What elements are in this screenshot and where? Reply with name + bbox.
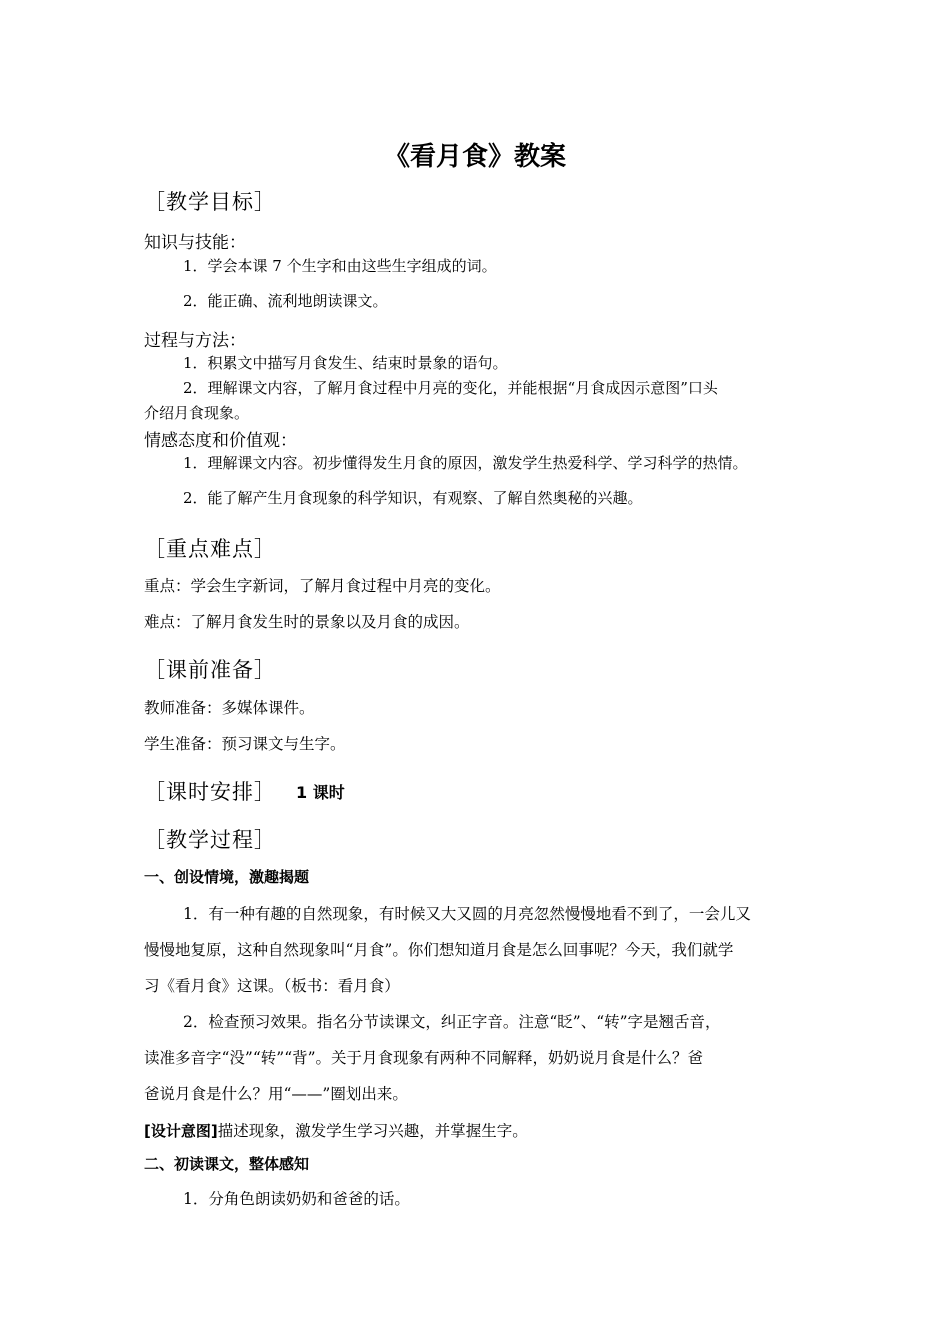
- process-part2-line-1: 1．分角色朗读奶奶和爸爸的话。: [183, 1190, 410, 1208]
- process-part2-title: 二、初读课文，整体感知: [144, 1155, 310, 1173]
- key-point-line: [144, 574, 501, 596]
- key-point-text: 学会生字新词，了解月食过程中月亮的变化。: [190, 577, 501, 595]
- emotion-item-2: 2．能了解产生月食现象的科学知识，有观察、了解自然奥秘的兴趣。: [183, 489, 643, 507]
- difficult-point-line: [144, 610, 470, 632]
- process-part1-title: 一、创设情境，激趣揭题: [144, 868, 310, 886]
- design-intent-line: [144, 1119, 528, 1141]
- section-heading-key-points: ［重点难点］: [144, 537, 276, 561]
- knowledge-label: 知识与技能：: [144, 233, 246, 253]
- key-point-label: 重点：: [144, 577, 191, 595]
- knowledge-item-2: 2．能正确、流利地朗读课文。: [183, 292, 388, 310]
- design-intent-label: [设计意图]: [144, 1122, 218, 1140]
- difficult-point-label: 难点：: [144, 613, 191, 631]
- emotion-label: 情感态度和价值观：: [144, 431, 297, 451]
- schedule-value: 1 课时: [296, 783, 345, 802]
- student-preparation: 学生准备：预习课文与生字。: [144, 735, 346, 753]
- process-part1-line-6: 爸说月食是什么？用“——”圈划出来。: [144, 1085, 408, 1103]
- section-heading-process: ［教学过程］: [144, 828, 276, 852]
- difficult-point-text: 了解月食发生时的景象以及月食的成因。: [190, 613, 470, 631]
- process-item-2-cont: 介绍月食现象。: [144, 404, 250, 422]
- process-part1-line-4: 2．检查预习效果。指名分节读课文，纠正字音。注意“眨”、“转”字是翘舌音，: [183, 1013, 721, 1031]
- process-part1-line-5: 读准多音字“没”“转”“背”。关于月食现象有两种不同解释，奶奶说月食是什么？爸: [144, 1049, 704, 1067]
- teacher-preparation: 教师准备：多媒体课件。: [144, 699, 315, 717]
- process-part1-line-2: 慢慢地复原，这种自然现象叫“月食”。你们想知道月食是怎么回事呢？今天，我们就学: [144, 941, 734, 959]
- process-part1-line-3: 习《看月食》这课。（板书：看月食）: [144, 977, 400, 995]
- section-heading-objectives: ［教学目标］: [144, 190, 276, 214]
- design-intent-text: 描述现象，激发学生学习兴趣，并掌握生字。: [217, 1122, 528, 1140]
- process-part1-line-1: 1．有一种有趣的自然现象，有时候又大又圆的月亮忽然慢慢地看不到了，一会儿又: [183, 905, 751, 923]
- process-item-1: 1．积累文中描写月食发生、结束时景象的语句。: [183, 354, 508, 372]
- process-item-2: 2．理解课文内容，了解月食过程中月亮的变化，并能根据“月食成因示意图”口头: [183, 379, 718, 397]
- knowledge-item-1: 1．学会本课 7 个生字和由这些生字组成的词。: [183, 257, 497, 275]
- emotion-item-1: 1．理解课文内容。初步懂得发生月食的原因，激发学生热爱科学、学习科学的热情。: [183, 454, 748, 472]
- process-label: 过程与方法：: [144, 331, 246, 351]
- document-title: 《看月食》教案: [383, 142, 566, 172]
- section-heading-schedule: ［课时安排］: [144, 780, 276, 804]
- section-heading-preparation: ［课前准备］: [144, 658, 276, 682]
